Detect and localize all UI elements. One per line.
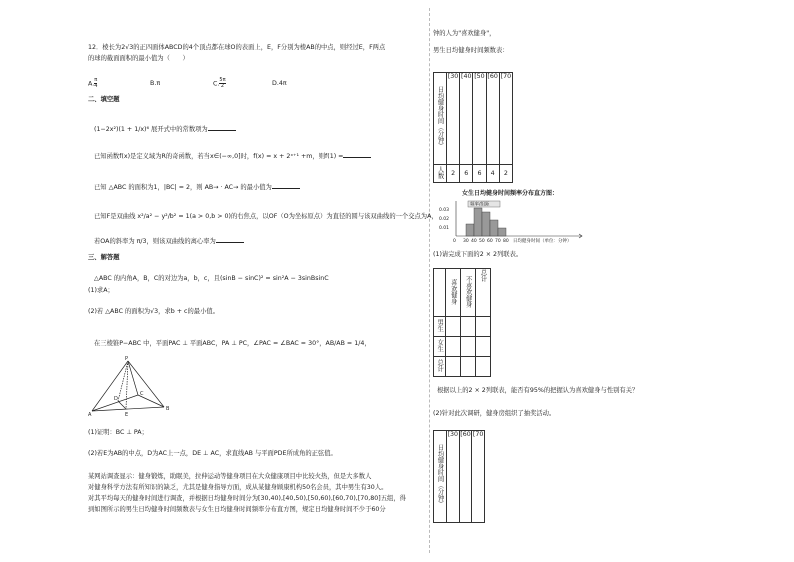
solve-1-part-1: (1)求A； [88, 287, 114, 294]
table2-head-dislike: 不喜欢健身 [461, 269, 476, 317]
table1-val-5: 2 [499, 165, 512, 183]
x-tick-70: 70 [495, 239, 501, 244]
edge-pa [92, 361, 128, 411]
fill-question-4b: 若OA的斜率为 π/3，则该双曲线的离心率为 [94, 236, 244, 246]
table3-col-2: [60 [459, 431, 472, 523]
x-tick-40: 40 [471, 239, 477, 244]
solve-3-line-1: 某网站调查显示：健身锻炼，助眠美，拉伸运动等健身项目在大众健康项目中比较火热，但是大多数人 [88, 473, 372, 480]
table3-col-1: [30 [447, 431, 460, 523]
label-a: A [88, 412, 92, 417]
solve-2-part-1: (1)证明：BC ⊥ PA； [88, 429, 148, 436]
right-question-2: (2)针对此次调研，健身房组织了抽奖活动。 [433, 410, 556, 417]
bar-40-50 [474, 208, 482, 236]
label-d: D [114, 396, 118, 402]
bar-70-80 [498, 228, 506, 236]
fill-question-3: 已知 △ABC 的面积为1，|BC| = 2，则 AB→ · AC→ 的最小值为 [94, 182, 300, 192]
label-e: E [125, 412, 129, 417]
table2-head-total: 总计 [476, 269, 491, 317]
fill-question-1: (1−2x²)(1 + 1/x)⁶ 展开式中的常数项为 [94, 124, 236, 134]
y-tick-002: 0.02 [439, 217, 450, 222]
fill-question-2: 已知函数f(x)是定义域为R的奇函数，若当x∈(−∞,0]时，f(x) = x + 2ˣ⁺¹ +m，则f(1) = [94, 151, 371, 161]
question-12-stem: 12．棱长为2√3的正四面体ABCD的4个顶点都在球O的表面上，E，F分别为棱AB的中点，则经过E，F两点 [88, 44, 386, 51]
right-question-1b: 根据以上的2 × 2列联表，能否有95%的把握认为喜欢健身与性别有关？ [437, 387, 639, 394]
question-12-stem-2: 的球的截面面积的最小值为（ ） [88, 55, 189, 62]
section-solve: 三、解答题 [88, 254, 120, 261]
fill-question-4: 已知F是双曲线 x²/a² − y²/b² = 1(a > 0,b > 0)的右焦点，以OF（O为坐标原点）为直径的圆与该双曲线的一个交点为A， [94, 213, 438, 220]
solve-2-part-2: (2)若E为AB的中点，D为AC上一点，DE ⊥ AC，求直线AB 与平面PDE所成角的正弦值。 [88, 450, 337, 457]
solve-1-stem: △ABC 的内角A，B，C的对边为a，b，c，且(sinB − sinC)² = sin²A − 3sinBsinC [94, 275, 329, 282]
option-b: B.π [150, 80, 161, 87]
edge-pb [128, 361, 164, 407]
histogram-title: 女生日均健身时间频率分布直方图： [462, 190, 559, 197]
x-tick-80: 80 [503, 239, 509, 244]
table1-val-3: 6 [473, 165, 486, 183]
solve-3-line-4: 到如图所示的男生日均健身时间频数表与女生日均健身时间频率分布直方图，规定日均健身时间不少于60分 [88, 506, 386, 513]
right-question-1: (1)请完成下面的2 × 2列联表。 [433, 251, 523, 258]
table1-val-4: 4 [486, 165, 499, 183]
table2-head-like: 喜欢健身 [446, 269, 461, 317]
edge-pd [118, 361, 128, 401]
bar-60-70 [490, 220, 498, 236]
table1-val-2: 6 [460, 165, 473, 183]
table1-col-4: [60 [486, 73, 499, 165]
table1-col-3: [50 [473, 73, 486, 165]
table1-header: 日均健身时间（分钟） [434, 73, 447, 165]
table2-row-female: 女生 [434, 337, 446, 357]
table1-val-1: 2 [447, 165, 460, 183]
label-b: B [166, 406, 170, 412]
x-tick-60: 60 [487, 239, 493, 244]
table1-col-2: [40 [460, 73, 473, 165]
x-tick-50: 50 [479, 239, 485, 244]
x-axis-label: 日均健身时间（单位：分钟） [513, 239, 572, 244]
label-p: P [125, 356, 129, 362]
right-text-2: 男生日均健身时间频数表： [433, 47, 509, 54]
male-frequency-table [433, 72, 513, 183]
right-text-1: 钟的人为"喜欢健身"， [433, 30, 496, 37]
table3-header: 日均健身时间（分钟） [434, 431, 447, 523]
x-tick-30: 30 [463, 239, 469, 244]
solve-1-part-2: (2)若 △ABC 的面积为√3，求b + c的最小值。 [88, 308, 219, 315]
bar-50-60 [482, 212, 490, 236]
y-tick-003: 0.03 [439, 208, 450, 213]
section-fill-in: 二、填空题 [88, 96, 120, 103]
y-tick-001: 0.01 [439, 226, 450, 231]
female-histogram [436, 198, 586, 244]
histogram-legend: 频率/组距 [470, 202, 490, 208]
table1-row-label: 人数 [434, 165, 447, 183]
table1-col-1: [30 [447, 73, 460, 165]
solve-2-stem: 在三棱锥P−ABC 中，平面PAC ⊥ 平面ABC，PA ⊥ PC，∠PAC = ∠BAC = 30°，AB/AB = 1/4， [94, 340, 371, 347]
contingency-table [433, 268, 491, 377]
table1-col-5: [70 [499, 73, 512, 165]
tetrahedron-figure [88, 355, 174, 417]
option-d: D.4π [272, 80, 287, 87]
edge-pe [126, 361, 128, 409]
x-tick-0: 0 [453, 239, 456, 244]
solve-3-line-3: 对其平均每天的健身时间进行调查，并根据日均健身时间分为[30,40),[40,50),[50,60),[60,70),[70,80]五组，得 [88, 495, 406, 502]
option-a: A. $\frac{\pi}{4}$ [88, 77, 98, 89]
lottery-table [433, 430, 485, 523]
option-c: C. $\frac{5\pi}{2}$ [213, 77, 226, 89]
edge-de [118, 401, 126, 409]
table2-row-total: 总计 [434, 357, 446, 377]
table2-row-male: 男生 [434, 317, 446, 337]
edge-pc [128, 361, 138, 395]
solve-3-line-2: 对健身科学方法有所知识的缺乏，尤其是健身指导方面，成从某健身顾康机构50名会员，其中男生有30人。 [88, 484, 388, 491]
column-divider [429, 8, 430, 553]
label-c: C [140, 391, 144, 397]
table3-col-3: [70 [472, 431, 485, 523]
bar-30-40 [466, 224, 474, 236]
